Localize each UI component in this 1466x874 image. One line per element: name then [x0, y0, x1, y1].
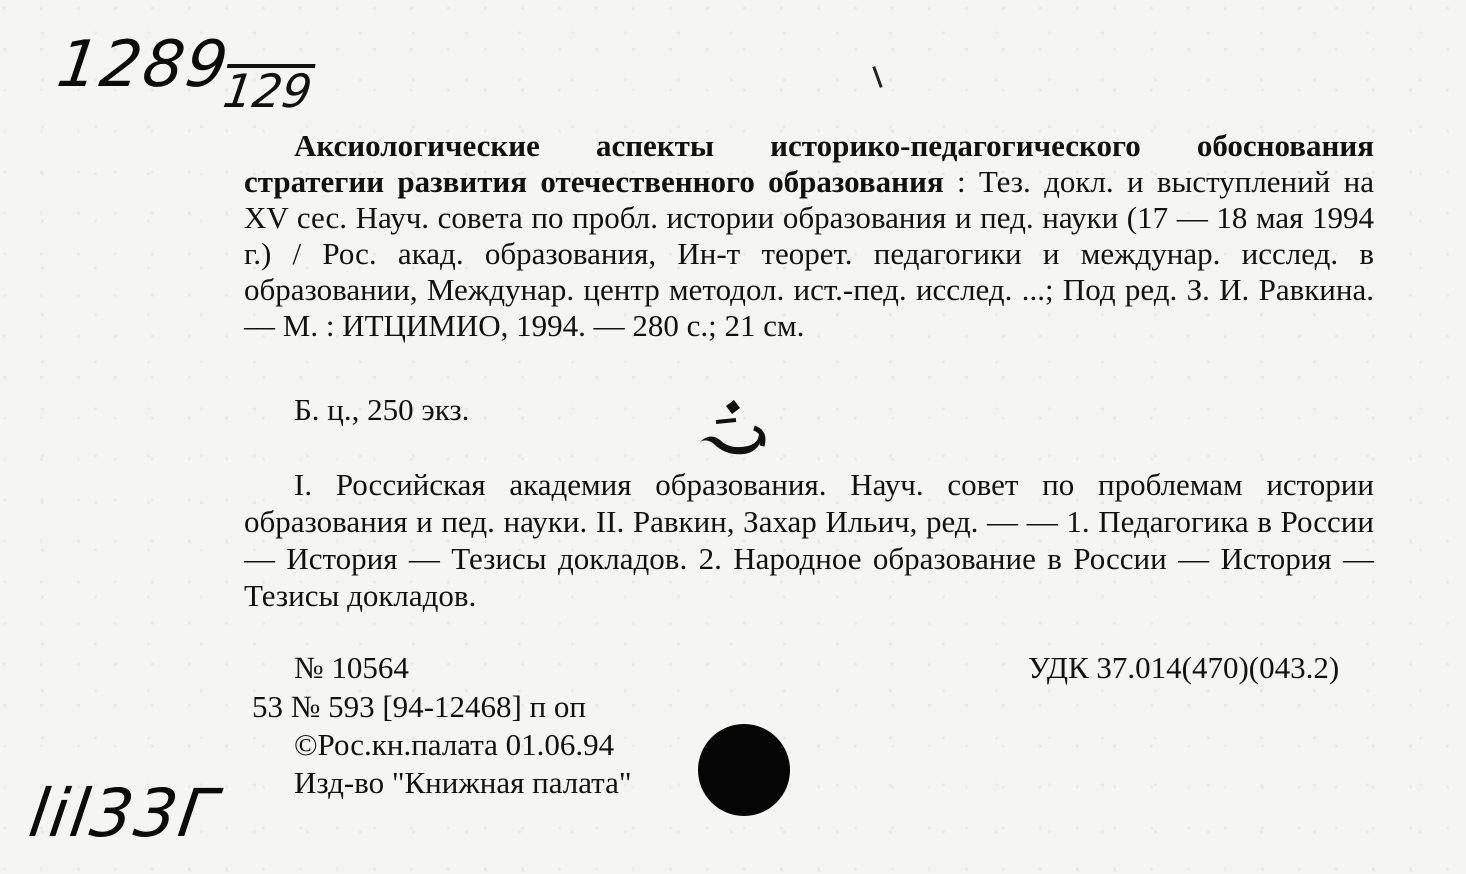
publisher-line: Изд-во "Книжная палата"	[294, 765, 632, 800]
bibliographic-entry	[244, 128, 1374, 344]
card-number: № 10564	[294, 650, 409, 685]
punch-hole-icon	[698, 724, 790, 816]
card-meta	[252, 688, 632, 802]
handwritten-code: lil33Г	[24, 775, 224, 852]
pen-mark	[872, 66, 882, 88]
price-line: Б. ц., 250 экз.	[294, 392, 470, 427]
copyright-line: ©Рос.кн.палата 01.06.94	[294, 727, 615, 762]
subject-headings	[244, 466, 1374, 614]
entry-title: Аксиологические аспекты историко-педагогического обоснования стратегии развития отечественного образования	[244, 128, 1374, 199]
subjects-paragraph: I. Российская академия образования. Науч. совет по проблемам истории образования и пед. науки. II. Равкин, Захар Ильич, ред. — — 1. Педагогика в России — История — Тезисы докладов. 2. Народное образование в России — История — Тезисы докладов.	[244, 467, 1374, 613]
handwritten-fraction: 129	[219, 64, 316, 118]
entry-paragraph	[244, 128, 1374, 344]
udk-code: УДК 37.014(470)(043.2)	[1028, 650, 1340, 685]
ink-stamp-icon	[696, 398, 772, 468]
handwritten-number: 1289	[52, 28, 235, 102]
registry-line: 53 № 593 [94-12468] п оп	[252, 689, 586, 724]
entry-body: : Тез. докл. и выступлений на XV сес. Науч. совета по пробл. истории образования и пед. науки (17 — 18 мая 1994 г.) / Рос. акад. образования, Ин-т теорет. педагогики и междунар. исслед. в образовании, Междунар. центр методол. ист.-пед. исслед. ...; Под ред. З. И. Равкина. — М. : ИТЦИМИО, 1994. — 280 с.; 21 см.	[244, 164, 1374, 343]
